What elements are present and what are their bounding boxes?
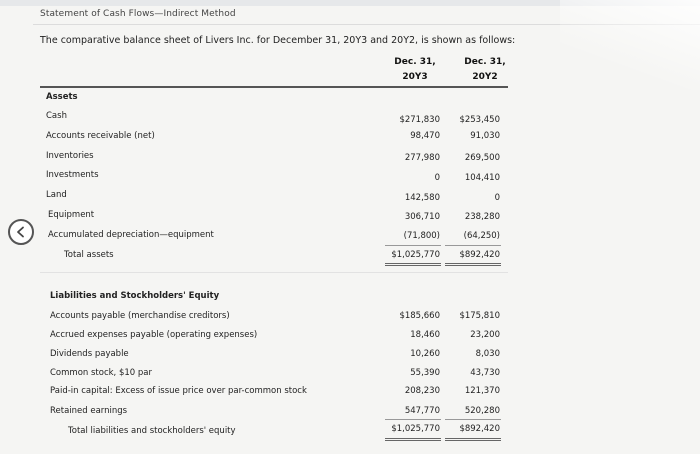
total-double-rule	[445, 263, 501, 266]
total-assets-20y3: $1,025,770	[391, 250, 440, 260]
total-assets-20y2: $892,420	[459, 250, 500, 260]
column-header-20y3	[380, 55, 450, 85]
value-20y2: 520,280	[464, 406, 500, 416]
subtotal-rule	[385, 419, 441, 420]
value-20y3: 55,390	[410, 368, 440, 378]
column-header-20y3-line2: 20Y3	[402, 72, 428, 82]
intro-text: The comparative balance sheet of Livers Inc. for December 31, 20Y3 and 20Y2, is shown as follows:	[40, 35, 516, 46]
row-label: Accounts payable (merchandise creditors)	[50, 311, 230, 321]
value-20y3: 18,460	[410, 330, 440, 340]
value-20y3: 98,470	[410, 131, 440, 141]
column-header-20y2-line1: Dec. 31,	[464, 57, 506, 67]
assets-heading: Assets	[46, 92, 78, 102]
value-20y2: 43,730	[470, 368, 500, 378]
top-edge	[0, 0, 700, 6]
total-liabilities-20y3: $1,025,770	[391, 424, 440, 434]
row-label: Equipment	[48, 210, 95, 220]
row-label: Common stock, $10 par	[50, 368, 152, 378]
row-label: Dividends payable	[50, 349, 129, 359]
subtotal-rule	[385, 245, 441, 246]
row-label: Accumulated depreciation—equipment	[48, 230, 214, 240]
value-20y3: $185,660	[399, 311, 440, 321]
value-20y3: 208,230	[404, 386, 440, 396]
row-label: Cash	[46, 111, 67, 121]
value-20y2: 238,280	[464, 212, 500, 222]
value-20y2: 121,370	[464, 386, 500, 396]
value-20y3: 142,580	[404, 193, 440, 203]
value-20y2: 104,410	[464, 173, 500, 183]
column-header-20y2	[450, 55, 520, 85]
total-liabilities-20y2: $892,420	[459, 424, 500, 434]
value-20y2: 23,200	[470, 330, 500, 340]
row-label: Land	[46, 190, 67, 200]
column-header-20y3-line1: Dec. 31,	[394, 57, 436, 67]
value-20y3: 306,710	[404, 212, 440, 222]
value-20y2: 91,030	[470, 131, 500, 141]
value-20y2: 8,030	[475, 349, 500, 359]
total-double-rule	[385, 438, 441, 441]
subtotal-rule	[445, 419, 501, 420]
value-20y3: 10,260	[410, 349, 440, 359]
row-label: Investments	[46, 170, 99, 180]
total-assets-label: Total assets	[64, 250, 114, 260]
page-title: Statement of Cash Flows—Indirect Method	[40, 9, 236, 19]
value-20y2: (64,250)	[463, 231, 500, 241]
row-label: Paid-in capital: Excess of issue price over par-common stock	[50, 386, 307, 396]
row-label: Inventories	[46, 151, 94, 161]
column-header-20y2-line2: 20Y2	[472, 72, 498, 82]
value-20y3: 547,770	[404, 406, 440, 416]
total-liabilities-label: Total liabilities and stockholders' equity	[68, 426, 236, 436]
screen-glare	[560, 0, 700, 90]
row-label: Retained earnings	[50, 406, 128, 416]
value-20y2: 269,500	[464, 153, 500, 163]
header-rule	[40, 86, 508, 88]
back-button[interactable]	[8, 219, 34, 245]
section-divider	[40, 272, 508, 273]
total-double-rule	[385, 263, 441, 266]
value-20y3: $271,830	[399, 115, 440, 125]
value-20y3: 0	[434, 173, 440, 183]
row-label: Accounts receivable (net)	[46, 131, 155, 141]
liabilities-heading: Liabilities and Stockholders' Equity	[50, 291, 220, 301]
value-20y3: 277,980	[404, 153, 440, 163]
value-20y2: $253,450	[459, 115, 500, 125]
divider	[33, 24, 700, 25]
chevron-left-icon	[15, 226, 27, 238]
value-20y3: (71,800)	[403, 231, 440, 241]
value-20y2: $175,810	[459, 311, 500, 321]
total-double-rule	[445, 438, 501, 441]
subtotal-rule	[445, 245, 501, 246]
value-20y2: 0	[494, 193, 500, 203]
row-label: Accrued expenses payable (operating expenses)	[50, 330, 258, 340]
